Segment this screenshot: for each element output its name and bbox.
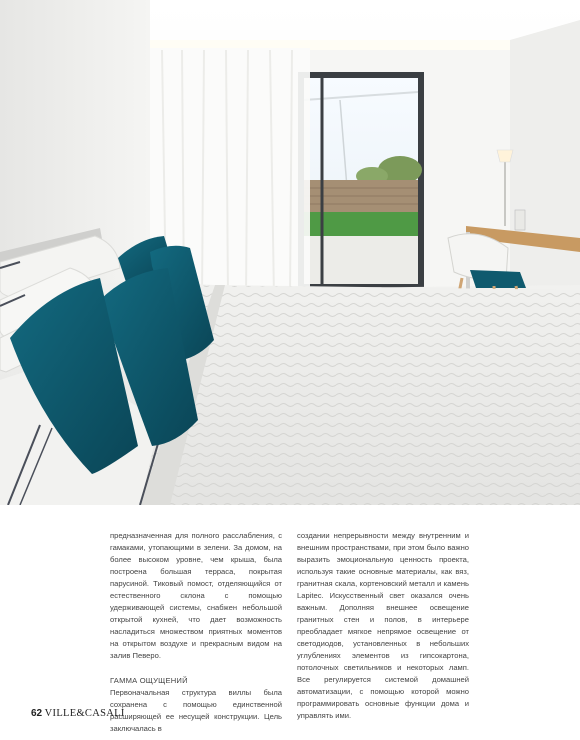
- page-number: 62: [31, 708, 43, 719]
- article-left-column: [110, 530, 282, 735]
- article-right-column: [297, 530, 469, 722]
- section-heading: ГАММА ОЩУЩЕНИЙ: [110, 676, 188, 685]
- article-paragraph: предназначенная для полного расслабления, с гамаками, утопающими в зелени. За домом, на более высоком уровне, чем крыша, была построена большая терраса, покрытая парусиной. Тиковый помост, отделяющийся от естественного склона с помощью удерживающей системы, снабжен небольшой открытой кухней, что дает возможность насладиться множеством приятных моментов на открытом воздухе и прекрасным видом на залив Певеро.: [110, 531, 282, 660]
- article-paragraph: создании непрерывности между внутренним и внешним пространствами, при этом было важно выразить эмоциональную ценность проекта, используя такие основные материалы, как вяз, гранитная скала, кортеновский металл и камень Lapitec. Искусственный свет оказался очень важным. Дополняя внешнее освещение гранитных стен и полов, в интерьере преобладает мягкое непрямое освещение от светодиодов, установленных в небольших углублениях элементов из гипсокартона, потолочных светильников и некоторых ламп. Все регулируется системой домашней автоматизации, с помощью которой можно программировать основные функции дома и управлять ими.: [297, 531, 469, 720]
- article-paragraph: Первоначальная структура виллы была сохранена с помощью единственной расширяющей ее несущей конструкции. Цель заключалась в: [110, 688, 282, 733]
- magazine-name: VILLE&CASALI: [44, 708, 125, 719]
- page-footer: [31, 708, 125, 719]
